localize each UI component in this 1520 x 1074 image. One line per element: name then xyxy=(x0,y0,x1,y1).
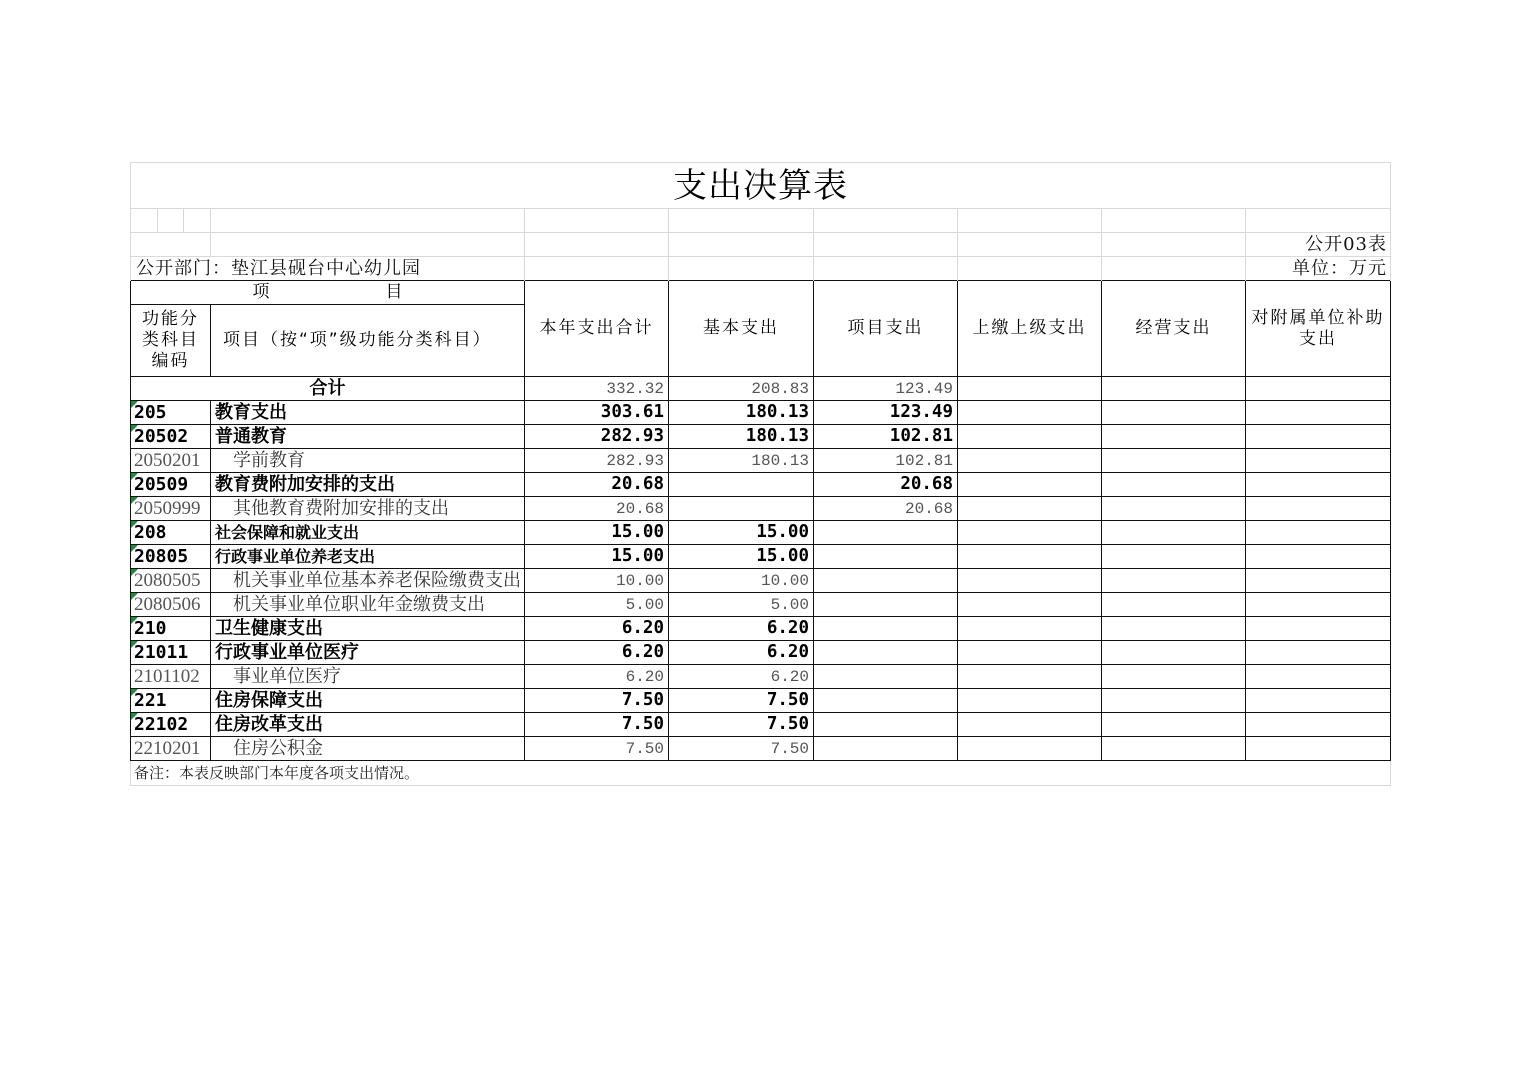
header-remit-to-superior: 上缴上级支出 xyxy=(958,281,1102,377)
title-row xyxy=(131,163,1391,209)
header-subsidy-to-affiliates xyxy=(1246,281,1391,377)
amount-basic-expenditure: 7.50 xyxy=(669,689,814,713)
amount-operating-expenditure xyxy=(1102,617,1246,641)
amount-subsidy-to-affiliates xyxy=(1246,641,1391,665)
header-operating-expenditure: 经营支出 xyxy=(1102,281,1246,377)
amount-operating-expenditure xyxy=(1102,665,1246,689)
form-code-label: 公开03表 xyxy=(1246,233,1391,257)
amount-operating-expenditure xyxy=(1102,713,1246,737)
amount-project-expenditure xyxy=(814,521,958,545)
amount-current-year-total: 6.20 xyxy=(525,665,669,689)
amount-remit-to-superior xyxy=(958,521,1102,545)
form-code-row xyxy=(131,233,1391,257)
empty-cell xyxy=(525,209,669,233)
amount-remit-to-superior xyxy=(958,641,1102,665)
empty-cell xyxy=(525,257,669,281)
amount-operating-expenditure xyxy=(1102,737,1246,761)
item-name-cell: 教育费附加安排的支出 xyxy=(211,473,525,497)
empty-cell xyxy=(814,257,958,281)
function-code-cell xyxy=(131,425,211,449)
amount-project-expenditure: 102.81 xyxy=(814,449,958,473)
amount-subsidy-to-affiliates xyxy=(1246,713,1391,737)
amount-subsidy-to-affiliates xyxy=(1246,665,1391,689)
amount-basic-expenditure: 6.20 xyxy=(669,641,814,665)
item-name-cell: 普通教育 xyxy=(211,425,525,449)
item-group-char-2: 目 xyxy=(385,282,403,302)
table-row xyxy=(131,617,1391,641)
text-number-flag-icon xyxy=(131,425,138,432)
amount-subsidy-to-affiliates xyxy=(1246,689,1391,713)
function-code-cell xyxy=(131,545,211,569)
amount-remit-to-superior xyxy=(958,425,1102,449)
unit-label: 单位：万元 xyxy=(1246,257,1391,281)
function-code: 20509 xyxy=(134,473,189,495)
function-code-cell xyxy=(131,521,211,545)
item-group-char-1: 项 xyxy=(252,282,270,302)
function-code-cell xyxy=(131,713,211,737)
text-number-flag-icon xyxy=(131,641,138,648)
amount-subsidy-to-affiliates xyxy=(1246,401,1391,425)
empty-cell xyxy=(958,233,1102,257)
amount-remit-to-superior xyxy=(958,617,1102,641)
table-row xyxy=(131,449,1391,473)
table-row xyxy=(131,497,1391,521)
amount-subsidy-to-affiliates xyxy=(1246,593,1391,617)
amount-basic-expenditure: 180.13 xyxy=(669,449,814,473)
department-row xyxy=(131,257,1391,281)
amount-subsidy-to-affiliates xyxy=(1246,497,1391,521)
amount-subsidy-to-affiliates xyxy=(1246,449,1391,473)
function-code: 2080505 xyxy=(134,570,201,591)
header-basic-expenditure: 基本支出 xyxy=(669,281,814,377)
amount-project-expenditure xyxy=(814,737,958,761)
amount-operating-expenditure xyxy=(1102,593,1246,617)
amount-current-year-total: 5.00 xyxy=(525,593,669,617)
function-code-cell xyxy=(131,497,211,521)
item-name-cell: 行政事业单位医疗 xyxy=(211,641,525,665)
item-name-cell: 事业单位医疗 xyxy=(211,665,525,689)
amount-basic-expenditure: 180.13 xyxy=(669,401,814,425)
amount-project-expenditure: 20.68 xyxy=(814,497,958,521)
amount-project-expenditure xyxy=(814,569,958,593)
table-row xyxy=(131,425,1391,449)
total-amount-operating-expenditure xyxy=(1102,377,1246,401)
text-number-flag-icon xyxy=(131,473,138,480)
empty-cell xyxy=(525,233,669,257)
text-number-flag-icon xyxy=(131,497,138,504)
note-text: 备注：本表反映部门本年度各项支出情况。 xyxy=(131,761,1391,786)
amount-operating-expenditure xyxy=(1102,545,1246,569)
table-row xyxy=(131,593,1391,617)
total-amount-current-year-total: 332.32 xyxy=(525,377,669,401)
function-code: 20805 xyxy=(134,545,189,567)
amount-operating-expenditure xyxy=(1102,641,1246,665)
table-row xyxy=(131,713,1391,737)
amount-operating-expenditure xyxy=(1102,473,1246,497)
amount-current-year-total: 7.50 xyxy=(525,737,669,761)
table-row xyxy=(131,473,1391,497)
total-row xyxy=(131,377,1391,401)
amount-current-year-total: 303.61 xyxy=(525,401,669,425)
function-code-cell xyxy=(131,641,211,665)
amount-operating-expenditure xyxy=(1102,569,1246,593)
amount-current-year-total: 282.93 xyxy=(525,449,669,473)
amount-operating-expenditure xyxy=(1102,425,1246,449)
header-row-top xyxy=(131,281,1391,305)
function-code-cell xyxy=(131,569,211,593)
amount-current-year-total: 6.20 xyxy=(525,617,669,641)
empty-cell xyxy=(1246,209,1391,233)
amount-subsidy-to-affiliates xyxy=(1246,617,1391,641)
item-name-cell: 住房改革支出 xyxy=(211,713,525,737)
amount-remit-to-superior xyxy=(958,401,1102,425)
text-number-flag-icon xyxy=(131,593,138,600)
amount-project-expenditure xyxy=(814,689,958,713)
total-amount-subsidy-to-affiliates xyxy=(1246,377,1391,401)
amount-project-expenditure xyxy=(814,617,958,641)
amount-basic-expenditure: 7.50 xyxy=(669,737,814,761)
item-group-label xyxy=(253,284,403,301)
table-row xyxy=(131,689,1391,713)
empty-cell xyxy=(1102,209,1246,233)
amount-project-expenditure: 102.81 xyxy=(814,425,958,449)
amount-remit-to-superior xyxy=(958,713,1102,737)
total-amount-basic-expenditure: 208.83 xyxy=(669,377,814,401)
empty-cell xyxy=(131,233,211,257)
amount-operating-expenditure xyxy=(1102,401,1246,425)
amount-remit-to-superior xyxy=(958,737,1102,761)
amount-subsidy-to-affiliates xyxy=(1246,473,1391,497)
data-rows xyxy=(131,401,1391,761)
table-row xyxy=(131,665,1391,689)
function-code-cell xyxy=(131,617,211,641)
amount-current-year-total: 20.68 xyxy=(525,473,669,497)
amount-basic-expenditure: 6.20 xyxy=(669,617,814,641)
amount-project-expenditure: 20.68 xyxy=(814,473,958,497)
department-label: 公开部门：垫江县砚台中心幼儿园 xyxy=(131,257,525,281)
total-amount-project-expenditure: 123.49 xyxy=(814,377,958,401)
function-code-cell xyxy=(131,473,211,497)
text-number-flag-icon xyxy=(131,569,138,576)
amount-project-expenditure: 123.49 xyxy=(814,401,958,425)
item-name-cell: 住房公积金 xyxy=(211,737,525,761)
table-row xyxy=(131,545,1391,569)
item-name-cell: 卫生健康支出 xyxy=(211,617,525,641)
amount-remit-to-superior xyxy=(958,497,1102,521)
amount-subsidy-to-affiliates xyxy=(1246,521,1391,545)
item-name-cell: 行政事业单位养老支出 xyxy=(211,545,525,569)
text-number-flag-icon xyxy=(131,689,138,696)
table-row xyxy=(131,521,1391,545)
amount-current-year-total: 6.20 xyxy=(525,641,669,665)
amount-operating-expenditure xyxy=(1102,689,1246,713)
function-code-cell xyxy=(131,449,211,473)
spacer-subcells xyxy=(131,209,210,232)
amount-remit-to-superior xyxy=(958,449,1102,473)
function-code-header-label: 功能分类科目编码 xyxy=(142,309,199,371)
amount-basic-expenditure: 6.20 xyxy=(669,665,814,689)
function-code: 2050201 xyxy=(134,450,201,471)
item-name-cell: 住房保障支出 xyxy=(211,689,525,713)
header-current-year-total: 本年支出合计 xyxy=(525,281,669,377)
amount-basic-expenditure: 180.13 xyxy=(669,425,814,449)
amount-subsidy-to-affiliates xyxy=(1246,425,1391,449)
amount-subsidy-to-affiliates xyxy=(1246,569,1391,593)
item-name-cell: 教育支出 xyxy=(211,401,525,425)
spacer-row xyxy=(131,209,1391,233)
spacer-cell xyxy=(131,209,211,233)
function-code-cell xyxy=(131,401,211,425)
empty-cell xyxy=(211,209,525,233)
amount-remit-to-superior xyxy=(958,689,1102,713)
function-code-cell xyxy=(131,737,211,761)
item-name-cell: 学前教育 xyxy=(211,449,525,473)
amount-basic-expenditure: 5.00 xyxy=(669,593,814,617)
text-number-flag-icon xyxy=(131,713,138,720)
function-code: 2101102 xyxy=(134,666,200,687)
amount-current-year-total: 10.00 xyxy=(525,569,669,593)
amount-operating-expenditure xyxy=(1102,521,1246,545)
empty-cell xyxy=(669,257,814,281)
function-code: 20502 xyxy=(134,425,189,447)
amount-current-year-total: 7.50 xyxy=(525,713,669,737)
item-name-cell: 社会保障和就业支出 xyxy=(211,521,525,545)
function-code-header xyxy=(131,305,211,377)
empty-cell xyxy=(211,233,525,257)
item-name-cell: 机关事业单位基本养老保险缴费支出 xyxy=(211,569,525,593)
function-code: 205 xyxy=(134,401,167,423)
empty-cell xyxy=(814,233,958,257)
amount-basic-expenditure: 15.00 xyxy=(669,545,814,569)
table-row xyxy=(131,401,1391,425)
empty-cell xyxy=(958,257,1102,281)
item-name-cell: 机关事业单位职业年金缴费支出 xyxy=(211,593,525,617)
expenditure-final-accounts-table xyxy=(130,162,1391,786)
note-row xyxy=(131,761,1391,786)
table-row xyxy=(131,737,1391,761)
table-row xyxy=(131,641,1391,665)
empty-cell xyxy=(669,209,814,233)
amount-basic-expenditure xyxy=(669,497,814,521)
function-code: 22102 xyxy=(134,713,189,735)
total-label: 合计 xyxy=(131,377,525,401)
item-name-cell: 其他教育费附加安排的支出 xyxy=(211,497,525,521)
table-row xyxy=(131,569,1391,593)
text-number-flag-icon xyxy=(131,617,138,624)
function-code-cell xyxy=(131,665,211,689)
total-amount-remit-to-superior xyxy=(958,377,1102,401)
table-title: 支出决算表 xyxy=(131,163,1391,209)
amount-basic-expenditure: 10.00 xyxy=(669,569,814,593)
text-number-flag-icon xyxy=(131,401,138,408)
amount-basic-expenditure: 15.00 xyxy=(669,521,814,545)
function-code: 221 xyxy=(134,689,167,711)
amount-project-expenditure xyxy=(814,545,958,569)
amount-operating-expenditure xyxy=(1102,449,1246,473)
amount-remit-to-superior xyxy=(958,473,1102,497)
amount-current-year-total: 7.50 xyxy=(525,689,669,713)
header-subsidy-to-affiliates-label: 对附属单位补助支出 xyxy=(1251,307,1385,349)
function-code: 2050999 xyxy=(134,498,201,519)
amount-basic-expenditure: 7.50 xyxy=(669,713,814,737)
empty-cell xyxy=(669,233,814,257)
amount-project-expenditure xyxy=(814,665,958,689)
header-project-expenditure: 项目支出 xyxy=(814,281,958,377)
empty-cell xyxy=(814,209,958,233)
empty-cell xyxy=(958,209,1102,233)
amount-project-expenditure xyxy=(814,593,958,617)
amount-current-year-total: 15.00 xyxy=(525,521,669,545)
item-group-header xyxy=(131,281,525,305)
empty-cell xyxy=(1102,233,1246,257)
amount-current-year-total: 20.68 xyxy=(525,497,669,521)
amount-remit-to-superior xyxy=(958,665,1102,689)
function-code: 2210201 xyxy=(134,738,201,759)
amount-remit-to-superior xyxy=(958,569,1102,593)
amount-operating-expenditure xyxy=(1102,497,1246,521)
function-code: 21011 xyxy=(134,641,189,663)
function-code: 2080506 xyxy=(134,594,201,615)
amount-project-expenditure xyxy=(814,713,958,737)
text-number-flag-icon xyxy=(131,521,138,528)
function-code: 208 xyxy=(134,521,167,543)
amount-basic-expenditure xyxy=(669,473,814,497)
function-code: 210 xyxy=(134,617,167,639)
function-code-cell xyxy=(131,593,211,617)
item-name-header: 项目（按“项”级功能分类科目） xyxy=(211,305,525,377)
amount-current-year-total: 282.93 xyxy=(525,425,669,449)
function-code-cell xyxy=(131,689,211,713)
amount-project-expenditure xyxy=(814,641,958,665)
amount-remit-to-superior xyxy=(958,593,1102,617)
amount-remit-to-superior xyxy=(958,545,1102,569)
text-number-flag-icon xyxy=(131,545,138,552)
amount-subsidy-to-affiliates xyxy=(1246,737,1391,761)
amount-current-year-total: 15.00 xyxy=(525,545,669,569)
empty-cell xyxy=(1102,257,1246,281)
amount-subsidy-to-affiliates xyxy=(1246,545,1391,569)
